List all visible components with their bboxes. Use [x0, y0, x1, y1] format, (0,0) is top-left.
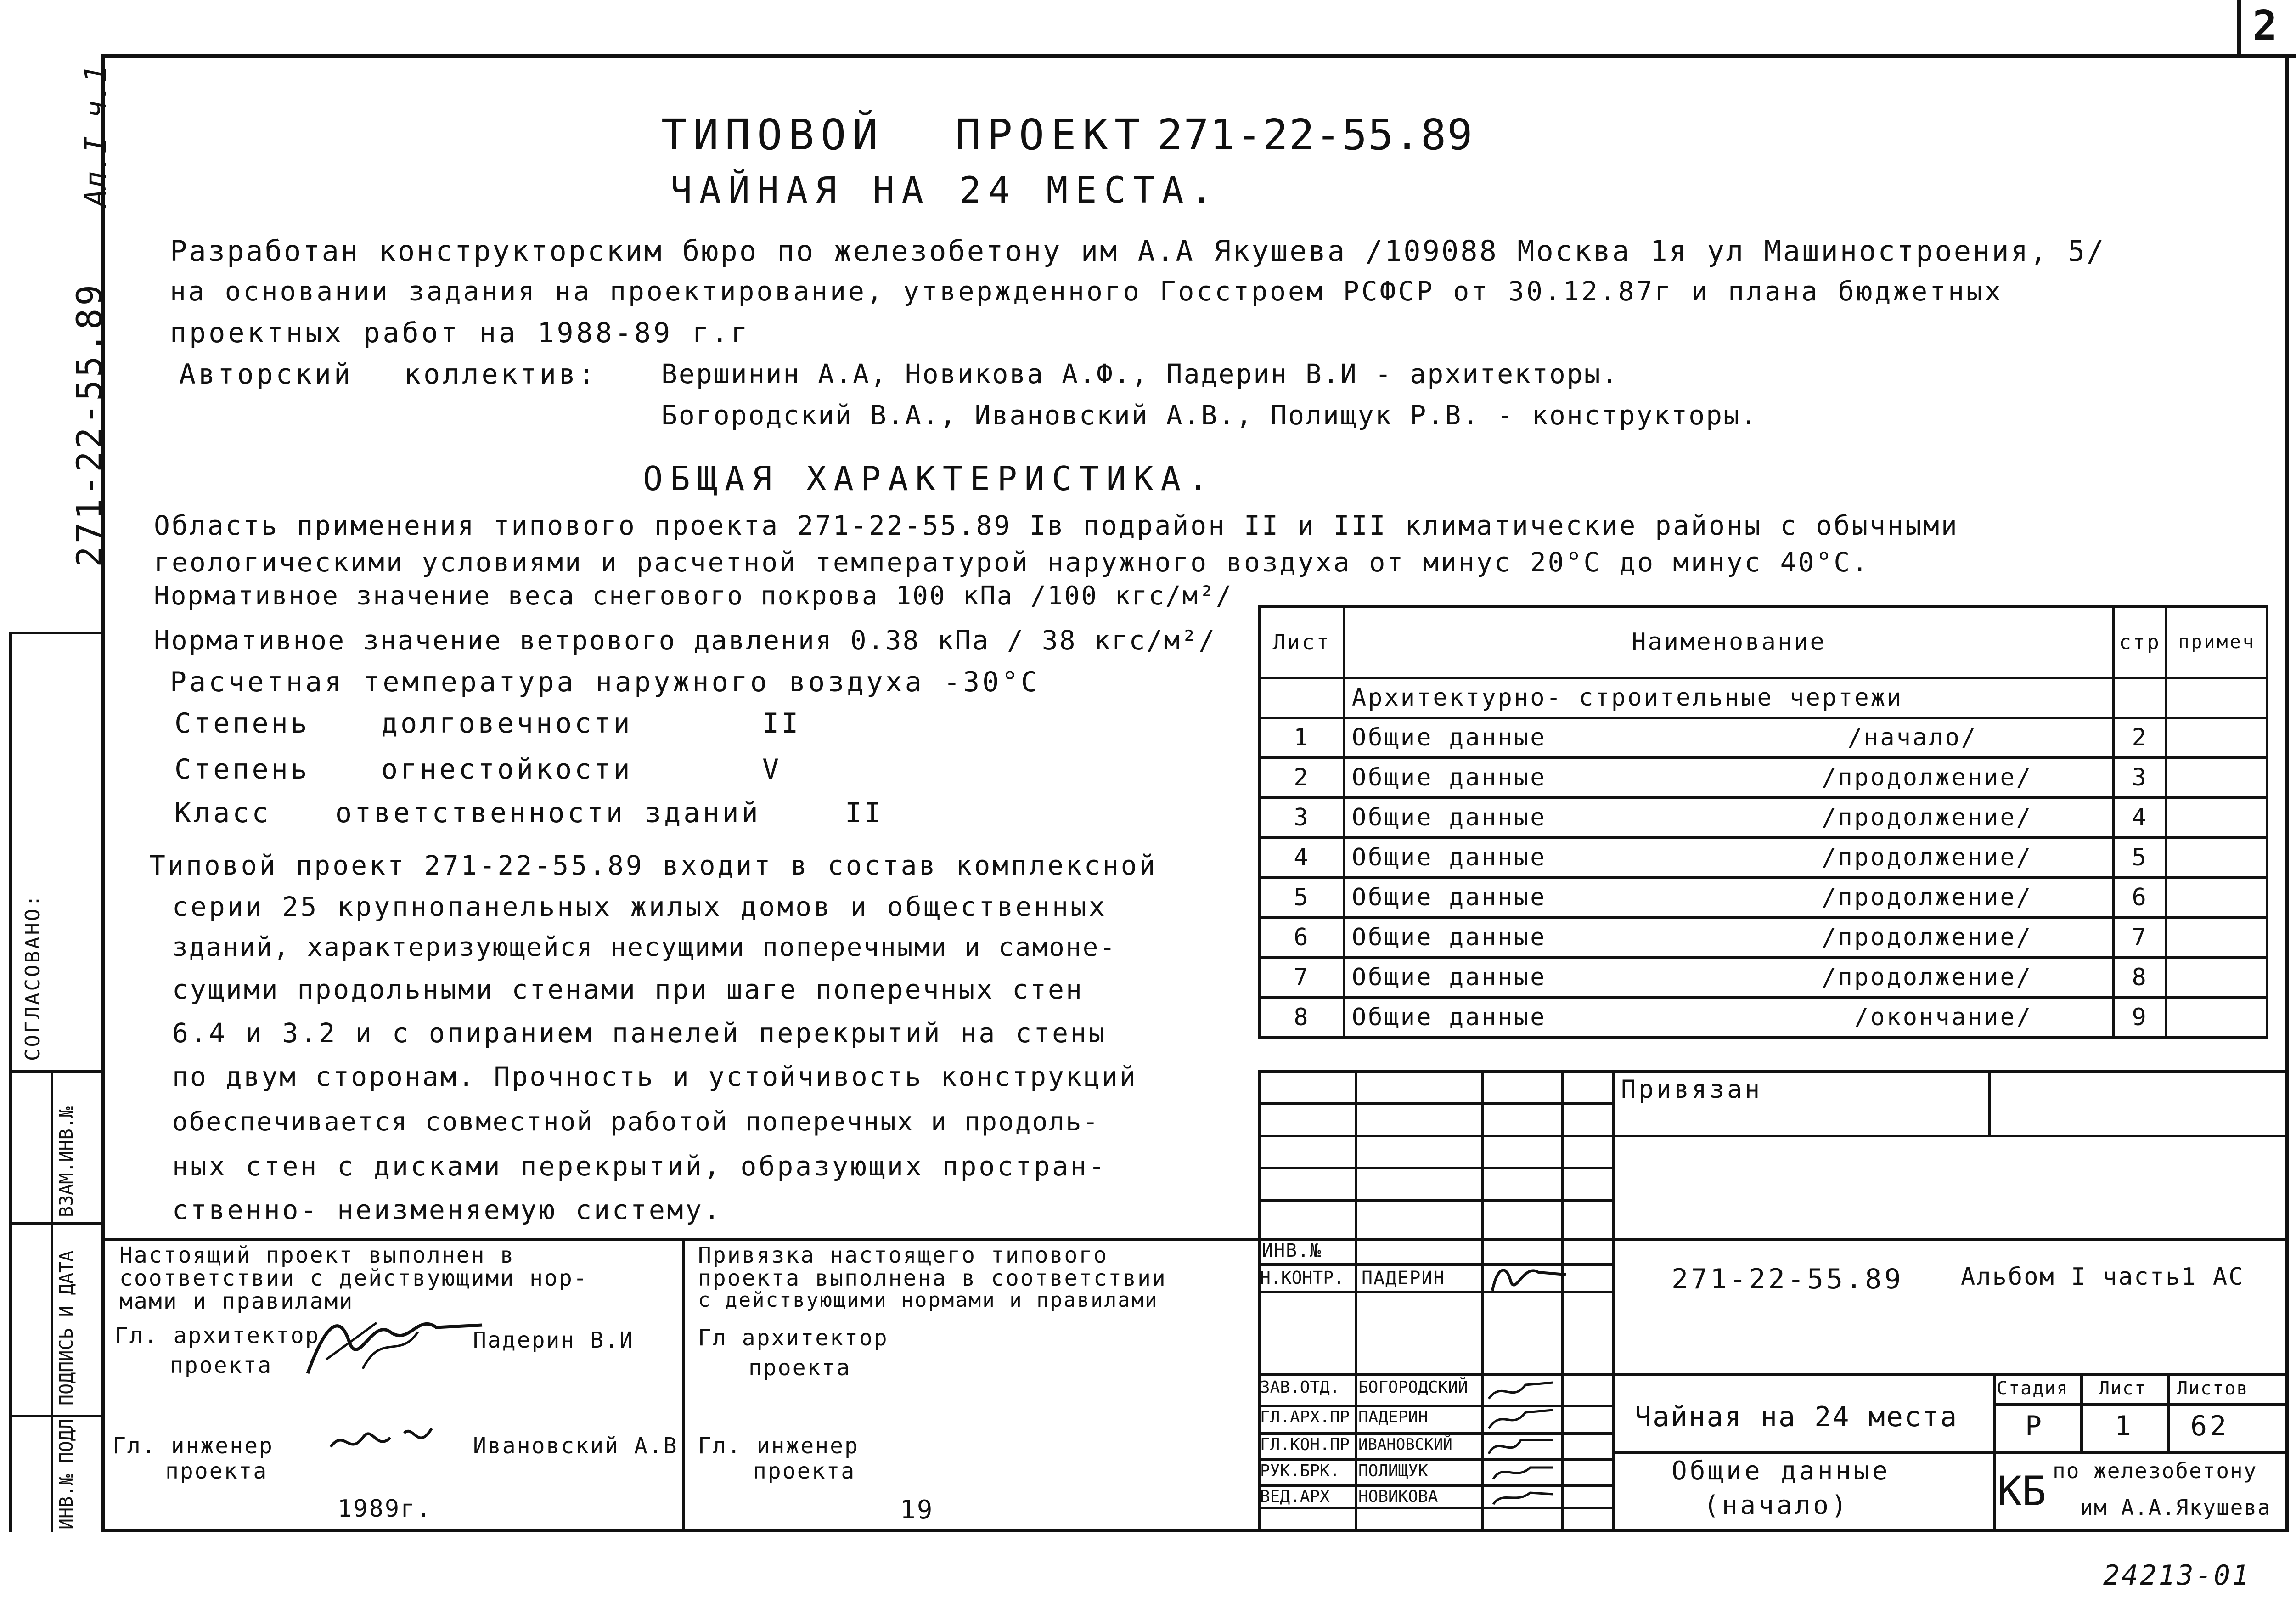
table-cell: 8: [1260, 998, 1345, 1038]
degree-2-b: огнестойкости: [381, 753, 633, 785]
bottom-divider-1: [682, 1238, 685, 1532]
left-arch-label: Гл. архитектор: [115, 1323, 320, 1349]
char-line-3: Нормативное значение веса снегового покрова 100 кПа /100 кгс/м²/: [154, 581, 1233, 611]
table-cell: 6: [1260, 918, 1345, 958]
stamp-name-2: ПАДЕРИН: [1358, 1408, 1428, 1427]
table-cell: Общие данные /продолжение/: [1344, 958, 2113, 998]
signature-architect: [298, 1304, 491, 1383]
grid-v4: [1612, 1070, 1615, 1238]
left-eng-name: Ивановский А.В: [473, 1433, 678, 1459]
stamp-role-1: ЗАВ.ОТД.: [1260, 1378, 1340, 1397]
series-line-4: сущими продольными стенами при шаге поперечных стен: [172, 974, 1084, 1005]
series-line-9: ственно- неизменяемую систему.: [172, 1194, 722, 1225]
table-row: [1260, 798, 2268, 838]
title-object: ЧАЙНАЯ НА 24 МЕСТА.: [670, 170, 1220, 211]
stamp-name-3: ИВАНОВСКИЙ: [1358, 1435, 1452, 1454]
stamp-role-4: РУК.БРК.: [1260, 1462, 1340, 1480]
col-page: стр: [2114, 607, 2167, 678]
stamp-org-line-2: им А.А.Якушева: [2080, 1495, 2271, 1520]
stamp-h10: [1993, 1403, 2289, 1406]
series-line-8: ных стен с дисками перекрытий, образующих простран-: [172, 1151, 1107, 1182]
table-cell: [2167, 998, 2268, 1038]
margin-soglasovano: СОГЛАСОВАНО:: [21, 893, 45, 1061]
grid-v1: [1355, 1070, 1357, 1238]
authors-label-a: Авторский: [179, 358, 354, 390]
stamp-inv-no: ИНВ.№: [1262, 1240, 1322, 1261]
stamp-name-5: НОВИКОВА: [1358, 1487, 1438, 1506]
series-line-5: 6.4 и 3.2 и с опиранием панелей перекрытий на стены: [172, 1017, 1107, 1049]
degree-3-a: Класс: [174, 797, 271, 829]
stamp-name-1: БОГОРОДСКИЙ: [1358, 1378, 1468, 1397]
table-cell: Общие данные /продолжение/: [1344, 918, 2113, 958]
table-cell: 7: [1260, 958, 1345, 998]
degree-1-a: Степень: [174, 707, 310, 739]
compliance-left-1: Настоящий проект выполнен в: [119, 1242, 515, 1268]
stamp-v4: [1612, 1238, 1615, 1532]
degree-2-v: V: [762, 753, 782, 785]
intro-line-3: проектных работ на 1988-89 г.г: [170, 317, 750, 349]
stamp-lists: 62: [2190, 1410, 2229, 1442]
stamp-role-5: ВЕД.АРХ: [1260, 1487, 1330, 1506]
degree-1-b: долговечности: [381, 707, 633, 739]
series-line-3: зданий, характеризующейся несущими поперечными и самоне-: [172, 932, 1117, 962]
signature-stamp-column: [1484, 1376, 1562, 1509]
sheet-list-table: [1258, 605, 2268, 1039]
table-cell: [2167, 718, 2268, 758]
stamp-stage-label: Стадия: [1997, 1378, 2069, 1399]
table-cell: [2167, 838, 2268, 878]
grid-v5: [1988, 1070, 1991, 1135]
signature-n-kontr: [1483, 1259, 1570, 1295]
authors-line-2: Богородский В.А., Ивановский А.В., Полищук Р.В. - конструкторы.: [661, 400, 1758, 431]
stamp-org-line-1: по железобетону: [2053, 1458, 2257, 1483]
stamp-code: 271-22-55.89: [1671, 1263, 1904, 1295]
stamp-list: 1: [2115, 1410, 2134, 1442]
stamp-sheet-subtitle: (начало): [1704, 1490, 1850, 1520]
right-arch-label-2: проекта: [748, 1355, 851, 1381]
stamp-name-4: ПОЛИЩУК: [1358, 1462, 1428, 1480]
right-eng-label: Гл. инженер: [698, 1433, 859, 1459]
margin-rule-3: [9, 1415, 101, 1417]
table-cell: 1: [1260, 718, 1345, 758]
intro-line-2: на основании задания на проектирование, утвержденного Госстроем РСФСР от 30.12.87г и плана бюджетных: [170, 276, 2003, 307]
table-row: [1260, 758, 2268, 798]
margin-strip-box: [9, 632, 101, 1532]
stamp-stage: Р: [2025, 1410, 2045, 1442]
stamp-object-name: Чайная на 24 места: [1635, 1401, 1958, 1433]
margin-rule-2: [9, 1222, 101, 1225]
stamp-h9: [1612, 1451, 2289, 1454]
stamp-list-label: Лист: [2099, 1378, 2147, 1399]
stamp-h3: [1258, 1373, 2289, 1376]
table-cell: [2167, 758, 2268, 798]
grid-h3: [1258, 1167, 1612, 1169]
table-row: [1260, 918, 2268, 958]
table-cell: 2: [2114, 718, 2167, 758]
left-arch-label-2: проекта: [170, 1353, 273, 1378]
table-cell: [2167, 878, 2268, 918]
margin-rule-1: [9, 1070, 101, 1073]
table-cell: Общие данные /окончание/: [1344, 998, 2113, 1038]
right-eng-label-2: проекта: [753, 1458, 856, 1484]
left-eng-label-2: проекта: [165, 1458, 268, 1484]
col-list: Лист: [1260, 607, 1345, 678]
left-eng-label: Гл. инженер: [113, 1433, 274, 1459]
corner-sheet-number: 2: [2252, 2, 2278, 50]
stamp-v5: [1993, 1373, 1996, 1532]
right-page-num: 19: [900, 1495, 934, 1525]
right-arch-label: Гл архитектор: [698, 1325, 889, 1351]
degree-3-b: ответственности зданий: [335, 797, 761, 829]
sheet-table-header: [1260, 607, 2268, 678]
title-code: 271-22-55.89: [1157, 110, 1474, 159]
margin-divider: [51, 1070, 53, 1532]
sheet-table-section: [1260, 678, 2268, 718]
table-cell: Общие данные /начало/: [1344, 718, 2113, 758]
table-cell: 4: [2114, 798, 2167, 838]
table-cell: Общие данные /продолжение/: [1344, 838, 2113, 878]
left-arch-name: Падерин В.И: [473, 1327, 634, 1353]
table-cell: 4: [1260, 838, 1345, 878]
series-line-2: серии 25 крупнопанельных жилых домов и общественных: [172, 891, 1107, 922]
compliance-left-2: соответствии с действующими нор-: [119, 1265, 588, 1291]
grid-v3: [1561, 1070, 1564, 1238]
footer-number: 24213-01: [2103, 1559, 2251, 1592]
grid-h4: [1258, 1199, 1612, 1202]
table-cell: 2: [1260, 758, 1345, 798]
grid-h1: [1258, 1102, 1612, 1105]
title-project: ПРОЕКТ: [955, 110, 1147, 159]
series-line-7: обеспечивается совместной работой поперечных и продоль-: [172, 1107, 1100, 1137]
margin-podpis-data: ПОДПИСЬ И ДАТА: [56, 1250, 77, 1405]
degree-2-a: Степень: [174, 753, 310, 785]
table-cell: 5: [1260, 878, 1345, 918]
compliance-right-2: проекта выполнена в соответствии: [698, 1265, 1167, 1291]
char-line-5: Расчетная температура наружного воздуха -30°С: [170, 666, 1041, 698]
table-cell: 9: [2114, 998, 2167, 1038]
section-title: Архитектурно- строительные чертежи: [1344, 678, 2113, 718]
table-cell: 3: [2114, 758, 2167, 798]
table-row: [1260, 958, 2268, 998]
table-row: [1260, 878, 2268, 918]
stamp-v6: [2080, 1373, 2083, 1451]
stamp-org-logo: КБ: [1998, 1468, 2046, 1515]
signature-engineer: [326, 1415, 445, 1465]
table-cell: 7: [2114, 918, 2167, 958]
table-cell: [2167, 798, 2268, 838]
margin-vzam-inv: ВЗАМ.ИНВ.№: [56, 1106, 77, 1217]
table-row: [1260, 998, 2268, 1038]
privyazan-grid: [1258, 1070, 2289, 1238]
stamp-album: Альбом I часть1 АС: [1961, 1263, 2245, 1291]
char-line-4: Нормативное значение ветрового давления 0.38 кПа / 38 кгс/м²/: [154, 625, 1216, 656]
compliance-left-3: мами и правилами: [119, 1288, 354, 1314]
left-year: 1989г.: [338, 1495, 432, 1523]
privyazan-label: Привязан: [1621, 1075, 1763, 1104]
grid-h2: [1258, 1135, 2289, 1137]
stamp-n-kontr-name: ПАДЕРИН: [1362, 1268, 1446, 1289]
char-line-2: геологическими условиями и расчетной температурой наружного воздуха от минус 20°С до минус 40°С.: [154, 547, 1870, 578]
margin-project-code: 271-22-55.89: [69, 282, 110, 567]
compliance-right-3: с действующими нормами и правилами: [698, 1288, 1159, 1312]
compliance-right-1: Привязка настоящего типового: [698, 1242, 1109, 1268]
table-cell: Общие данные /продолжение/: [1344, 798, 2113, 838]
authors-line-1: Вершинин А.А, Новикова А.Ф., Падерин В.И - архитекторы.: [661, 358, 1619, 389]
intro-line-1: Разработан конструкторским бюро по железобетону им А.А Якушева /109088 Москва 1я ул Машиностроения, 5/: [170, 234, 2106, 268]
series-line-6: по двум сторонам. Прочность и устойчивость конструкций: [172, 1061, 1137, 1092]
stamp-lists-label: Листов: [2177, 1378, 2249, 1399]
table-cell: Общие данные /продолжение/: [1344, 878, 2113, 918]
stamp-v1: [1355, 1238, 1357, 1532]
stamp-v7: [2167, 1373, 2170, 1451]
table-cell: 6: [2114, 878, 2167, 918]
bottom-band-top: [101, 1238, 2289, 1241]
title-typical: ТИПОВОЙ: [661, 110, 884, 159]
table-cell: Общие данные /продолжение/: [1344, 758, 2113, 798]
table-cell: 8: [2114, 958, 2167, 998]
table-cell: [2167, 918, 2268, 958]
stamp-n-kontr: Н.КОНТР.: [1260, 1268, 1345, 1288]
table-row: [1260, 838, 2268, 878]
stamp-role-3: ГЛ.КОН.ПР: [1260, 1435, 1350, 1454]
stamp-sheet-title: Общие данные: [1671, 1456, 1891, 1486]
table-cell: 5: [2114, 838, 2167, 878]
table-cell: [2167, 958, 2268, 998]
series-line-1: Типовой проект 271-22-55.89 входит в состав комплексной: [149, 850, 1158, 881]
degree-1-v: II: [762, 707, 801, 739]
stamp-role-2: ГЛ.АРХ.ПР: [1260, 1408, 1350, 1427]
table-row: [1260, 718, 2268, 758]
margin-inv-podl: ИНВ.№ ПОДЛ: [56, 1419, 77, 1530]
table-cell: 3: [1260, 798, 1345, 838]
general-heading: ОБЩАЯ ХАРАКТЕРИСТИКА.: [643, 459, 1216, 498]
char-line-1: Область применения типового проекта 271-22-55.89 Iв подрайон II и III климатические районы с обычными: [154, 510, 1959, 541]
col-note: примеч: [2167, 607, 2268, 678]
margin-album-part: Ал.I ч.1: [79, 65, 113, 207]
col-name: Наименование: [1344, 607, 2113, 678]
authors-label-b: коллектив:: [404, 358, 598, 390]
grid-v2: [1481, 1070, 1484, 1238]
degree-3-v: II: [845, 797, 884, 829]
